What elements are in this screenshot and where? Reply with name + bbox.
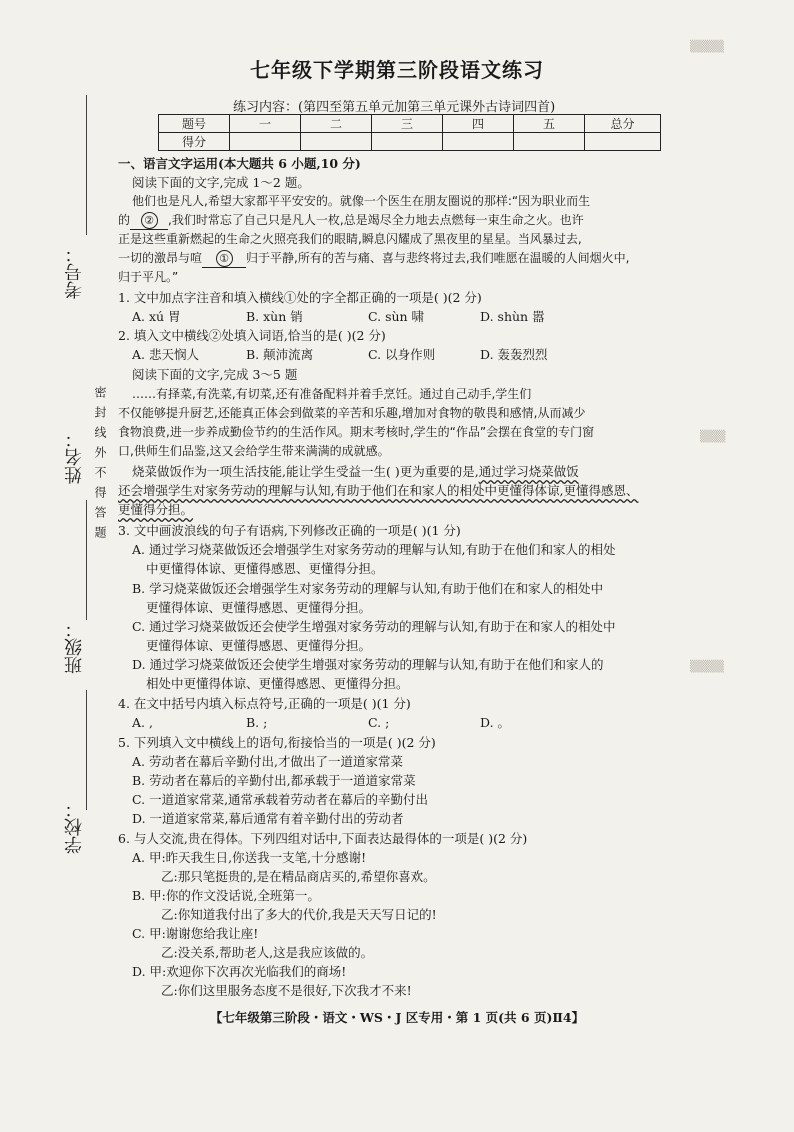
bleed-through-text: ▒▒▒▒ [690, 660, 724, 673]
passage-text: 一切的激昂与喧 [118, 251, 203, 265]
option-b[interactable]: B. 颠沛流离 [246, 347, 314, 362]
score-input-cell[interactable] [514, 133, 585, 151]
option-b[interactable]: B. ; [246, 715, 268, 730]
option-a[interactable]: A. xú 胃 [132, 309, 181, 324]
option-d[interactable]: D. shùn 嚣 [480, 309, 545, 324]
school-label: 学校： [64, 800, 85, 854]
option-d[interactable]: D. 甲:欢迎你下次再次光临我们的商场! [132, 964, 347, 979]
option-b[interactable]: B. 学习烧菜做饭还会增强学生对家务劳动的理解与认知,有助于他们在和家人的相处中 [132, 581, 604, 596]
section-heading: 一、语言文字运用(本大题共 6 小题,10 分) [118, 156, 361, 171]
score-cell: 一 [230, 115, 301, 133]
passage-line [132, 463, 579, 480]
score-input-cell[interactable] [585, 133, 661, 151]
option-b[interactable]: B. 甲:你的作文没话说,全班第一。 [132, 888, 320, 903]
option-b[interactable]: B. 劳动者在幕后的辛勤付出,都承载于一道道家常菜 [132, 773, 416, 788]
option-b[interactable]: B. xùn 销 [246, 309, 303, 324]
class-label: 班级： [64, 620, 85, 674]
wavy-sentence: 通过学习烧菜做饭 [478, 464, 579, 479]
exam-number-label: 考号： [64, 245, 85, 299]
option-b-cont: 更懂得体谅、更懂得感恩、更懂得分担。 [146, 600, 372, 615]
passage-line: 他们也是凡人,希望大家都平平安安的。就像一个医生在朋友圈说的那样:“因为职业而生 [132, 194, 591, 208]
score-cell: 三 [372, 115, 443, 133]
page-footer: 【七年级第三阶段・语文・WS・J 区专用・第 1 页(共 6 页)Ⅱ4】 [209, 1010, 585, 1025]
wavy-sentence: 还会增强学生对家务劳动的理解与认知,有助于他们在和家人的相处中更懂得体谅,更懂得感恩、 [118, 483, 639, 498]
blank-1[interactable] [202, 250, 246, 268]
score-input-cell[interactable] [443, 133, 514, 151]
score-cell: 题号 [159, 115, 230, 133]
passage-line: ……有择菜,有洗菜,有切菜,还有准备配料并着手烹饪。通过自己动手,学生们 [132, 387, 532, 401]
question-1: 1. 文中加点字注音和填入横线①处的字全都正确的一项是( )(2 分) [118, 290, 482, 305]
score-input-cell[interactable] [301, 133, 372, 151]
option-c[interactable]: C. sùn 啸 [368, 309, 425, 324]
option-d[interactable]: D. 一道道家常菜,幕后通常有着辛勤付出的劳动者 [132, 811, 404, 826]
name-label: 姓名： [64, 430, 85, 484]
passage-line [118, 212, 584, 230]
seal-line-notice: 密封线外不得答题 [93, 386, 107, 546]
passage-text: 归于平静,所有的苦与痛、喜与悲终将过去,我们唯愿在温暖的人间烟火中, [246, 251, 630, 265]
passage-line: 口,供师生们品鉴,这又会给学生带来满满的成就感。 [118, 444, 390, 458]
option-a[interactable]: A. 悲天悯人 [132, 347, 199, 362]
exam-scope: 练习内容：(第四至第五单元加第三单元课外古诗词四首) [233, 100, 556, 115]
option-c[interactable]: C. 通过学习烧菜做饭还会使学生增强对家务劳动的理解与认知,有助于在和家人的相处中 [132, 619, 616, 634]
option-a[interactable]: A. 劳动者在幕后辛勤付出,才做出了一道道家常菜 [132, 754, 403, 769]
score-input-cell[interactable] [230, 133, 301, 151]
option-a[interactable]: A. 通过学习烧菜做饭还会增强学生对家务劳动的理解与认知,有助于在他们和家人的相处 [132, 542, 616, 557]
option-c-reply: 乙:没关系,帮助老人,这是我应该做的。 [161, 945, 374, 960]
option-a-cont: 中更懂得体谅、更懂得感恩、更懂得分担。 [146, 561, 384, 576]
option-d-reply: 乙:你们这里服务态度不是很好,下次我才不来! [161, 983, 412, 998]
option-a[interactable]: A. , [132, 715, 153, 730]
passage-line: 不仅能够提升厨艺,还能真正体会到做菜的辛苦和乐趣,增加对食物的敬畏和感情,从而减少 [118, 406, 586, 420]
option-a-reply: 乙:那只笔挺贵的,是在精品商店买的,希望你喜欢。 [161, 869, 436, 884]
class-line [86, 690, 87, 810]
question-6: 6. 与人交流,贵在得体。下列四组对话中,下面表达最得体的一项是( )(2 分) [118, 831, 528, 846]
bleed-through-text: ▒▒▒▒ [690, 40, 724, 53]
reading-instruction: 阅读下面的文字,完成 3～5 题 [132, 367, 298, 382]
score-cell: 五 [514, 115, 585, 133]
score-cell: 得分 [159, 133, 230, 151]
blank-number: ② [141, 212, 158, 229]
score-table [158, 114, 661, 151]
question-2: 2. 填入文中横线②处填入词语,恰当的是( )(2 分) [118, 328, 386, 343]
option-d[interactable]: D. 。 [480, 715, 511, 730]
name-line [86, 500, 87, 620]
score-cell: 四 [443, 115, 514, 133]
score-cell: 二 [301, 115, 372, 133]
option-d[interactable]: D. 轰轰烈烈 [480, 347, 548, 362]
question-5: 5. 下列填入文中横线上的语句,衔接恰当的一项是( )(2 分) [118, 735, 436, 750]
question-4: 4. 在文中括号内填入标点符号,正确的一项是( )(1 分) [118, 696, 411, 711]
passage-line [118, 501, 193, 518]
passage-line: 正是这些重新燃起的生命之火照亮我们的眼睛,瞬息闪耀成了黑夜里的星星。当风暴过去, [118, 232, 582, 246]
passage-text: 烧菜做饭作为一项生活技能,能让学生受益一生( )更为重要的是, [132, 464, 479, 479]
blank-number: ① [216, 250, 233, 267]
option-c-cont: 更懂得体谅、更懂得感恩、更懂得分担。 [146, 638, 372, 653]
option-c[interactable]: C. ; [368, 715, 390, 730]
passage-line [118, 482, 638, 499]
exam-number-line [86, 95, 87, 235]
passage-line: 食物浪费,进一步养成勤俭节约的生活作风。期末考核时,学生的“作品”会摆在食堂的专门窗 [118, 425, 595, 439]
score-table-score-row [159, 133, 661, 151]
option-d[interactable]: D. 通过学习烧菜做饭还会使学生增强对家务劳动的理解与认知,有助于在他们和家人的 [132, 657, 604, 672]
wavy-sentence: 更懂得分担。 [118, 502, 194, 517]
bleed-through-text: ▒▒▒ [700, 430, 726, 443]
passage-line: 归于平凡。” [118, 270, 179, 284]
option-d-cont: 相处中更懂得体谅、更懂得感恩、更懂得分担。 [146, 676, 409, 691]
passage-line [118, 250, 629, 268]
passage-text: 的 [118, 213, 131, 227]
reading-instruction: 阅读下面的文字,完成 1～2 题。 [132, 175, 310, 190]
score-cell: 总分 [585, 115, 661, 133]
blank-2[interactable] [130, 212, 168, 230]
exam-title: 七年级下学期第三阶段语文练习 [250, 58, 544, 82]
option-c[interactable]: C. 甲:谢谢您给我让座! [132, 926, 259, 941]
score-table-header-row [159, 115, 661, 133]
option-c[interactable]: C. 一道道家常菜,通常承载着劳动者在幕后的辛勤付出 [132, 792, 429, 807]
option-c[interactable]: C. 以身作则 [368, 347, 436, 362]
passage-text: ,我们时常忘了自己只是凡人一枚,总是竭尽全力地去点燃每一束生命之火。也许 [168, 213, 584, 227]
score-input-cell[interactable] [372, 133, 443, 151]
option-b-reply: 乙:你知道我付出了多大的代价,我是天天写日记的! [161, 907, 437, 922]
question-3: 3. 文中画波浪线的句子有语病,下列修改正确的一项是( )(1 分) [118, 523, 461, 538]
option-a[interactable]: A. 甲:昨天我生日,你送我一支笔,十分感谢! [132, 850, 367, 865]
